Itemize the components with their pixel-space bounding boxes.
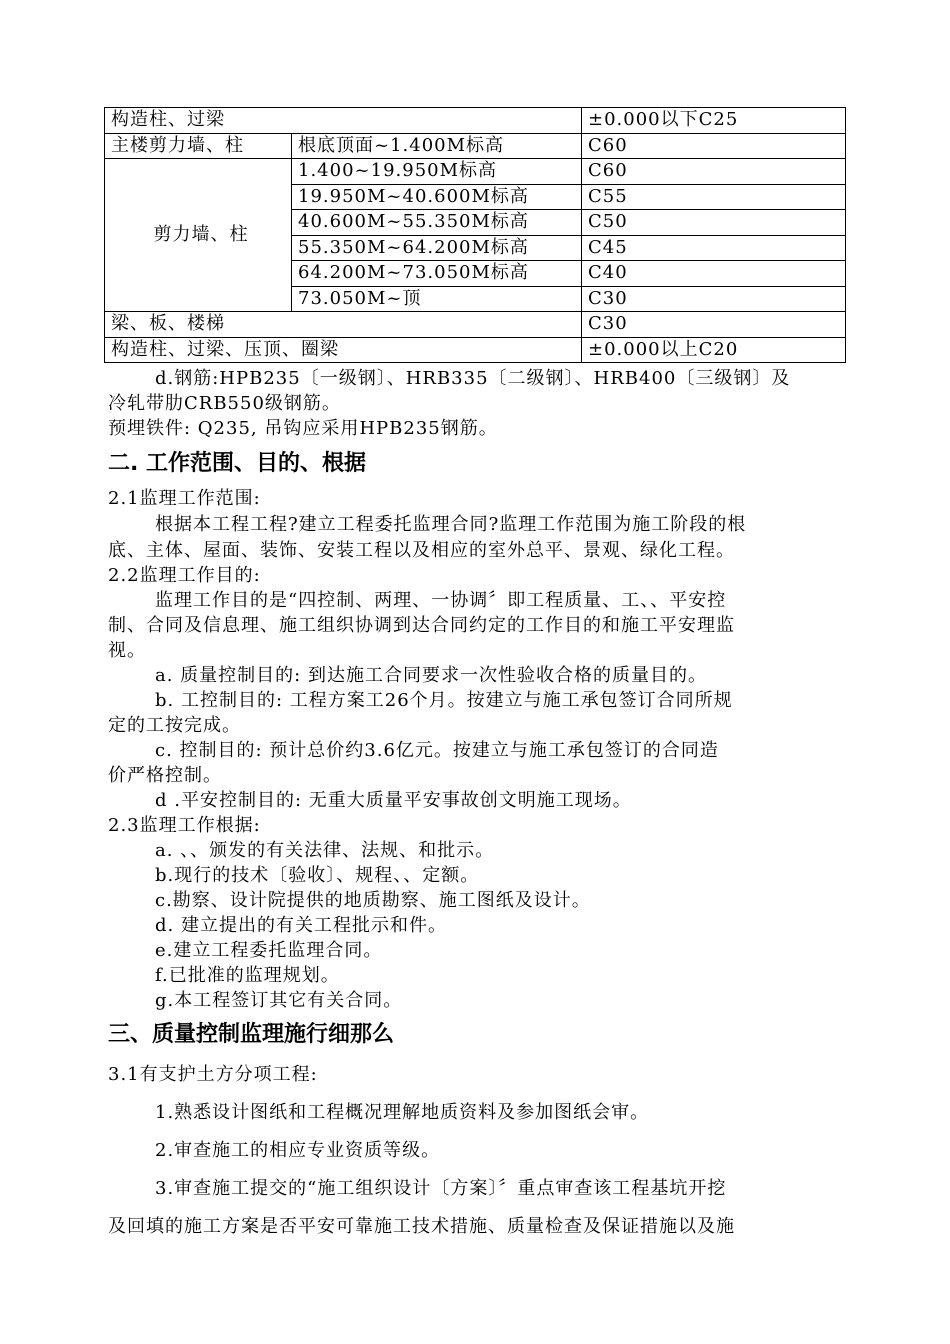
- table-cell: 构造柱、过梁、压顶、圈梁: [105, 337, 582, 363]
- text-line: 根据本工程工程?建立工程委托监理合同?监理工作范围为施工阶段的根: [155, 514, 747, 535]
- text-line: d.钢筋:HPB235〔一级钢〕、HRB335〔二级钢〕、HRB400〔三级钢〕及: [155, 368, 791, 389]
- table-cell: C45: [582, 235, 846, 261]
- text-line: 定的工按完成。: [108, 715, 241, 736]
- text-line: 3.审查施工提交的“施工组织设计〔方案〕〞重点审查该工程基坑开挖: [155, 1178, 727, 1199]
- section-heading: 三、质量控制监理施行细那么: [108, 1022, 395, 1047]
- text-line: 及回填的施工方案是否平安可靠施工技术措施、质量检查及保证措施以及施: [108, 1216, 735, 1237]
- text-line: d. 建立提出的有关工程批示和件。: [155, 915, 447, 936]
- text-line: d .平安控制目的: 无重大质量平安事故创文明施工现场。: [155, 790, 632, 811]
- table-cell: 64.200M~73.050M标高: [292, 261, 582, 287]
- table-cell: C50: [582, 210, 846, 236]
- concrete-grade-table: [104, 107, 846, 363]
- text-line: 价严格控制。: [108, 765, 222, 786]
- subsection-title: 2.1监理工作范围:: [108, 488, 261, 509]
- text-line: 监理工作目的是“四控制、两理、一协调〞即工程质量、工、、平安控: [155, 590, 727, 611]
- table-cell: 1.400~19.950M标高: [292, 159, 582, 185]
- table-cell: 73.050M~顶: [292, 286, 582, 312]
- table-cell: 40.600M~55.350M标高: [292, 210, 582, 236]
- table-cell: ±0.000以上C20: [582, 337, 846, 363]
- text-line: a. 、、颁发的有关法律、法规、和批示。: [155, 840, 495, 861]
- text-line: a. 质量控制目的: 到达施工合同要求一次性验收合格的质量目的。: [155, 665, 707, 686]
- table-cell: 根底顶面~1.400M标高: [292, 133, 582, 159]
- text-line: 制、合同及信息理、施工组织协调到达合同约定的工作目的和施工平安理监: [108, 615, 735, 636]
- text-line: b.现行的技术〔验收〕、规程、、定额。: [155, 865, 480, 886]
- text-line: 底、主体、屋面、装饰、安装工程以及相应的室外总平、景观、绿化工程。: [108, 540, 735, 561]
- table-row: [105, 108, 846, 134]
- text-line: e.建立工程委托监理合同。: [155, 940, 383, 961]
- text-line: 预埋铁件: Q235, 吊钩应采用HPB235钢筋。: [108, 418, 498, 439]
- table-row: [105, 133, 846, 159]
- table-cell: C55: [582, 184, 846, 210]
- table-row: [105, 312, 846, 338]
- subsection-title: 2.2监理工作目的:: [108, 565, 261, 586]
- subsection-title: 2.3监理工作根据:: [108, 815, 261, 836]
- table-cell: C60: [582, 133, 846, 159]
- text-line: f.已批准的监理规划。: [155, 965, 340, 986]
- table-cell: C30: [582, 286, 846, 312]
- table-cell: ±0.000以下C25: [582, 108, 846, 134]
- table-cell: 19.950M~40.600M标高: [292, 184, 582, 210]
- table-row: [105, 159, 846, 185]
- text-line: g.本工程签订其它有关合同。: [155, 990, 403, 1011]
- table-cell: C30: [582, 312, 846, 338]
- text-line: 2.审查施工的相应专业资质等级。: [155, 1140, 441, 1161]
- table-cell: 构造柱、过梁: [105, 108, 582, 134]
- text-line: b. 工控制目的: 工程方案工26个月。按建立与施工承包签订合同所规: [155, 690, 733, 711]
- table-cell: 梁、板、楼梯: [105, 312, 582, 338]
- text-line: c. 控制目的: 预计总价约3.6亿元。按建立与施工承包签订的合同造: [155, 740, 719, 761]
- text-line: 1.熟悉设计图纸和工程概况理解地质资料及参加图纸会审。: [155, 1102, 650, 1123]
- text-line: c.勘察、设计院提供的地质勘察、施工图纸及设计。: [155, 890, 591, 911]
- section-heading: 二. 工作范围、目的、根据: [108, 451, 367, 476]
- subsection-title: 3.1有支护土方分项工程:: [108, 1064, 318, 1085]
- table-cell: 主楼剪力墙、柱: [105, 133, 292, 159]
- table-cell: 55.350M~64.200M标高: [292, 235, 582, 261]
- text-line: 视。: [108, 640, 146, 661]
- table-cell: C40: [582, 261, 846, 287]
- table-cell: 剪力墙、柱: [105, 159, 292, 312]
- table-row: [105, 337, 846, 363]
- table-cell: C60: [582, 159, 846, 185]
- text-line: 冷轧带肋CRB550级钢筋。: [108, 393, 341, 414]
